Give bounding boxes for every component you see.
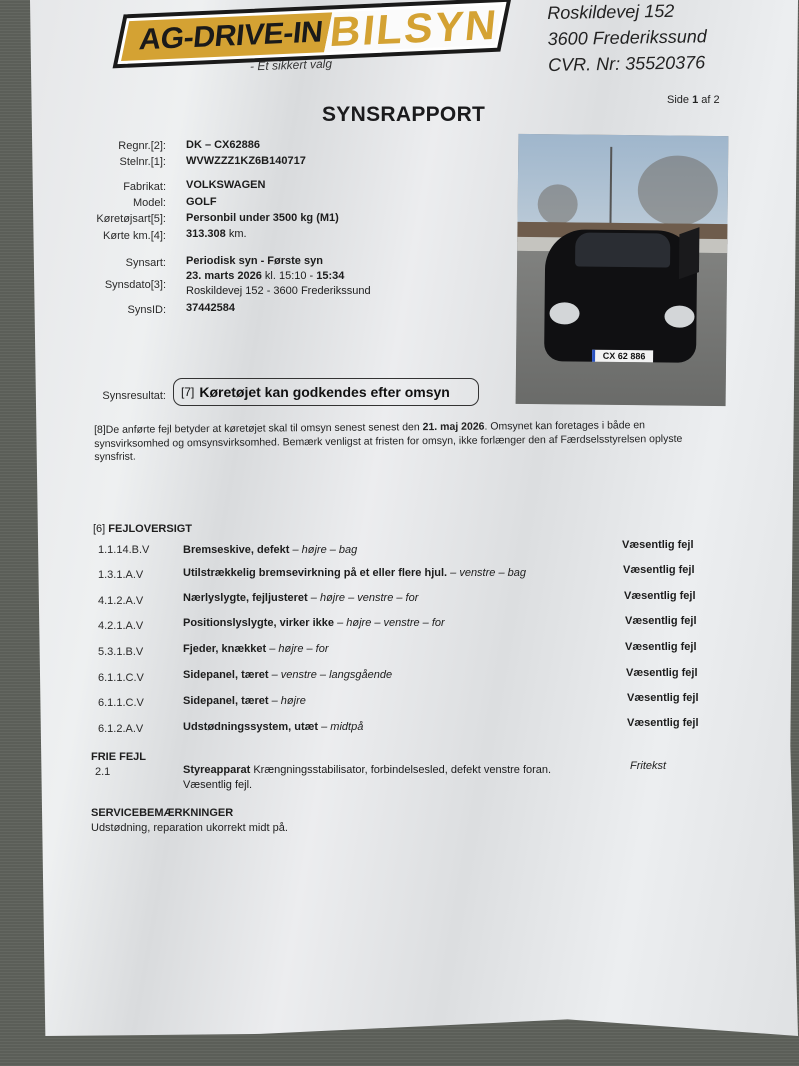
defect-row — [0, 564, 799, 589]
defect-severity: Væsentlig fejl — [624, 590, 696, 602]
defect-description: Bremseskive, defekt – højre – bag — [183, 544, 358, 556]
defect-severity: Væsentlig fejl — [625, 641, 697, 653]
result-label: Synsresultat: — [102, 390, 166, 402]
company-info — [547, 0, 707, 78]
synsdato-value — [186, 270, 344, 282]
synsdato-location: Roskildevej 152 - 3600 Frederikssund — [186, 285, 371, 297]
headlamp-right — [664, 305, 694, 327]
defect-description: Udstødningssystem, utæt – midtpå — [183, 721, 364, 733]
defect-description: Positionslyslygte, virker ikke – højre – venstre – for — [183, 617, 445, 629]
defect-row — [0, 590, 799, 615]
model-value: GOLF — [186, 196, 217, 208]
defect-code: 5.3.1.B.V — [98, 646, 144, 658]
km-field — [186, 228, 247, 240]
result-box — [173, 378, 479, 406]
notice-text-1: [8]De anførte fejl betyder at køretøjet skal til omsyn senest senest den — [94, 421, 423, 436]
service-heading: SERVICEBEMÆRKNINGER — [91, 807, 234, 819]
defect-row — [0, 641, 799, 666]
regnr-value: DK – CX62886 — [186, 139, 260, 151]
stelnr-label: Stelnr.[1]: — [119, 156, 166, 168]
defects-heading-code: [6] — [93, 523, 106, 535]
page-suffix: af 2 — [698, 94, 720, 106]
synsart-value: Periodisk syn - Første syn — [186, 255, 323, 267]
defect-description: Utilstrækkelig bremsevirkning på et eller flere hjul. – venstre – bag — [183, 567, 526, 579]
page-prefix: Side — [667, 94, 693, 106]
synsdato-date: 23. marts 2026 — [186, 270, 262, 282]
defect-code: 4.1.2.A.V — [98, 595, 144, 607]
defect-severity: Væsentlig fejl — [623, 564, 695, 576]
km-unit: km. — [225, 228, 247, 240]
logo-right-block — [324, 1, 503, 56]
car-door — [679, 227, 700, 279]
defect-row — [0, 717, 799, 743]
free-defects-heading: FRIE FEJL — [91, 751, 147, 763]
defect-description: Sidepanel, tæret – venstre – langsgående — [183, 669, 393, 681]
page-title: SYNSRAPPORT — [322, 103, 486, 126]
omsyn-notice — [94, 419, 714, 465]
logo-text-right: BILSYN — [327, 1, 500, 56]
tree — [537, 184, 577, 224]
logo-text-left: AG-DRIVE-IN — [137, 15, 324, 57]
defect-row — [0, 692, 799, 717]
tree — [637, 155, 718, 226]
km-label: Kørte km.[4]: — [103, 230, 166, 242]
company-address-line2: 3600 Frederikssund — [547, 26, 707, 49]
defect-row — [0, 667, 799, 692]
type-label: Køretøjsart[5]: — [96, 213, 166, 225]
notice-text-2: . Omsynet kan foretages i både en synsvirksomhed og omsynsvirksomhed. Bemærk venligst at fristen for omsyn, ikke forlænger den af Færdselsstyrelsen oplyste synsfrist. — [94, 419, 683, 463]
company-address-line1: Roskildevej 152 — [547, 0, 675, 23]
defect-row — [0, 539, 799, 564]
defect-description: Fjeder, knækket – højre – for — [183, 643, 329, 655]
car-windshield — [575, 233, 670, 268]
company-cvr: CVR. Nr: 35520376 — [547, 52, 706, 75]
defect-severity: Væsentlig fejl — [627, 717, 699, 729]
free-defect-description: Styreapparat Krængningsstabilisator, forbindelsesled, defekt venstre foran. Væsentlig fejl. — [183, 764, 552, 791]
free-defect-tag: Fritekst — [630, 760, 667, 772]
synsdato-end: 15:34 — [316, 270, 345, 282]
defects-heading — [93, 523, 192, 535]
defect-severity: Væsentlig fejl — [622, 539, 694, 551]
model-label: Model: — [132, 197, 166, 209]
synsart-label: Synsart: — [125, 257, 166, 269]
defect-code: 6.1.1.C.V — [98, 697, 144, 709]
stelnr-value: WVWZZZ1KZ6B140717 — [186, 155, 306, 167]
defect-row — [0, 615, 799, 640]
defects-heading-text: FEJLOVERSIGT — [105, 523, 193, 535]
notice-deadline: 21. maj 2026 — [422, 420, 485, 434]
defect-severity: Væsentlig fejl — [625, 615, 697, 627]
logo-tagline: - Et sikkert valg — [249, 56, 333, 74]
logo-left-block — [121, 12, 332, 61]
defect-severity: Væsentlig fejl — [627, 692, 699, 704]
synsdato-time: kl. 15:10 - — [261, 270, 317, 282]
service-text: Udstødning, reparation ukorrekt midt på. — [91, 822, 288, 834]
defect-code: 6.1.1.C.V — [98, 672, 144, 684]
headlamp-left — [549, 302, 579, 324]
type-value: Personbil under 3500 kg (M1) — [186, 212, 339, 224]
result-text: Køretøjet kan godkendes efter omsyn — [199, 384, 450, 400]
synsid-label: SynsID: — [127, 304, 166, 316]
defect-code: 6.1.2.A.V — [98, 723, 144, 735]
vehicle-photo — [516, 134, 729, 406]
defect-description: Sidepanel, tæret – højre — [183, 695, 306, 707]
result-code: [7] — [181, 385, 195, 399]
fabrikat-label: Fabrikat: — [123, 181, 166, 193]
page-current: 1 — [692, 94, 699, 106]
page-number — [667, 94, 720, 106]
synsdato-label: Synsdato[3]: — [104, 279, 166, 291]
km-value: 313.308 — [186, 228, 226, 240]
fabrikat-value: VOLKSWAGEN — [186, 179, 266, 191]
defect-severity: Væsentlig fejl — [626, 667, 698, 679]
synsid-value: 37442584 — [186, 302, 235, 314]
defect-code: 4.2.1.A.V — [98, 620, 144, 632]
defect-code: 1.1.14.B.V — [98, 544, 150, 556]
regnr-label: Regnr.[2]: — [118, 140, 166, 152]
free-defect-code: 2.1 — [95, 766, 111, 778]
defect-code: 1.3.1.A.V — [98, 569, 144, 581]
defect-description: Nærlyslygte, fejljusteret – højre – venstre – for — [183, 592, 419, 604]
license-plate: CX 62 886 — [592, 350, 653, 363]
